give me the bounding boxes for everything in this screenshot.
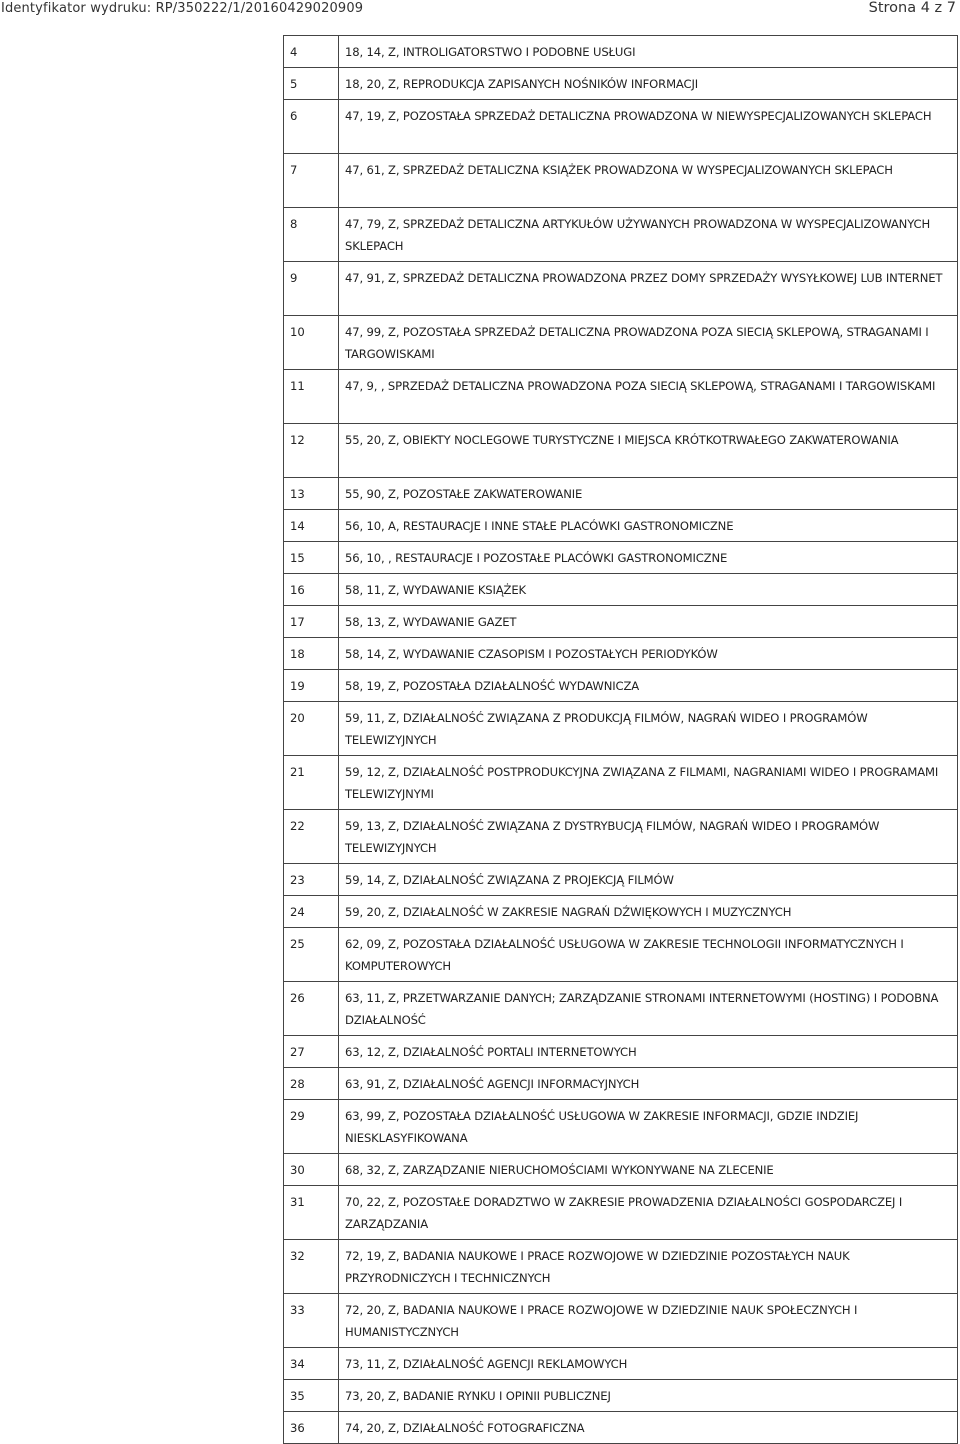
row-number: 17 [284,606,339,638]
table-row [284,638,958,670]
row-number: 19 [284,670,339,702]
page-header [0,0,960,20]
pkd-description: 47, 99, Z, POZOSTAŁA SPRZEDAŻ DETALICZNA PROWADZONA POZA SIECIĄ SKLEPOWĄ, STRAGANAMI I TARGOWISKAMI [339,316,958,370]
table-row [284,1294,958,1348]
table-row [284,1240,958,1294]
pkd-description: 18, 14, Z, INTROLIGATORSTWO I PODOBNE USŁUGI [339,36,958,68]
table-row [284,702,958,756]
row-number: 20 [284,702,339,756]
table-row [284,316,958,370]
table-row [284,1036,958,1068]
row-number: 22 [284,810,339,864]
pkd-description: 73, 20, Z, BADANIE RYNKU I OPINII PUBLICZNEJ [339,1380,958,1412]
pkd-description: 58, 14, Z, WYDAWANIE CZASOPISM I POZOSTAŁYCH PERIODYKÓW [339,638,958,670]
row-number: 31 [284,1186,339,1240]
pkd-description: 56, 10, A, RESTAURACJE I INNE STAŁE PLACÓWKI GASTRONOMICZNE [339,510,958,542]
row-number: 29 [284,1100,339,1154]
table-row [284,1154,958,1186]
pkd-description: 58, 13, Z, WYDAWANIE GAZET [339,606,958,638]
pkd-description: 47, 61, Z, SPRZEDAŻ DETALICZNA KSIĄŻEK PROWADZONA W WYSPECJALIZOWANYCH SKLEPACH [339,154,958,208]
row-number: 18 [284,638,339,670]
row-number: 10 [284,316,339,370]
pkd-description: 63, 11, Z, PRZETWARZANIE DANYCH; ZARZĄDZANIE STRONAMI INTERNETOWYMI (HOSTING) I PODOBNA DZIAŁALNOŚĆ [339,982,958,1036]
pkd-description: 59, 20, Z, DZIAŁALNOŚĆ W ZAKRESIE NAGRAŃ DŹWIĘKOWYCH I MUZYCZNYCH [339,896,958,928]
row-number: 6 [284,100,339,154]
pkd-description: 55, 20, Z, OBIEKTY NOCLEGOWE TURYSTYCZNE I MIEJSCA KRÓTKOTRWAŁEGO ZAKWATEROWANIA [339,424,958,478]
row-number: 12 [284,424,339,478]
row-number: 34 [284,1348,339,1380]
table-row [284,478,958,510]
pkd-description: 59, 13, Z, DZIAŁALNOŚĆ ZWIĄZANA Z DYSTRYBUCJĄ FILMÓW, NAGRAŃ WIDEO I PROGRAMÓW TELEWIZYJNYCH [339,810,958,864]
pkd-description: 72, 20, Z, BADANIA NAUKOWE I PRACE ROZWOJOWE W DZIEDZINIE NAUK SPOŁECZNYCH I HUMANISTYCZNYCH [339,1294,958,1348]
table-row [284,606,958,638]
row-number: 8 [284,208,339,262]
row-number: 5 [284,68,339,100]
row-number: 25 [284,928,339,982]
table-row [284,982,958,1036]
row-number: 14 [284,510,339,542]
table-row [284,510,958,542]
pkd-description: 47, 91, Z, SPRZEDAŻ DETALICZNA PROWADZONA PRZEZ DOMY SPRZEDAŻY WYSYŁKOWEJ LUB INTERNET [339,262,958,316]
row-number: 7 [284,154,339,208]
table-row [284,1348,958,1380]
table-row [284,1186,958,1240]
pkd-description: 47, 19, Z, POZOSTAŁA SPRZEDAŻ DETALICZNA PROWADZONA W NIEWYSPECJALIZOWANYCH SKLEPACH [339,100,958,154]
pkd-description: 72, 19, Z, BADANIA NAUKOWE I PRACE ROZWOJOWE W DZIEDZINIE POZOSTAŁYCH NAUK PRZYRODNICZYCH I TECHNICZNYCH [339,1240,958,1294]
table-row [284,100,958,154]
pkd-description: 63, 91, Z, DZIAŁALNOŚĆ AGENCJI INFORMACYJNYCH [339,1068,958,1100]
row-number: 4 [284,36,339,68]
row-number: 27 [284,1036,339,1068]
print-identifier: Identyfikator wydruku: RP/350222/1/20160429020909 [1,1,364,16]
row-number: 36 [284,1412,339,1444]
row-number: 11 [284,370,339,424]
table-row [284,154,958,208]
pkd-description: 62, 09, Z, POZOSTAŁA DZIAŁALNOŚĆ USŁUGOWA W ZAKRESIE TECHNOLOGII INFORMATYCZNYCH I KOMPUTEROWYCH [339,928,958,982]
pkd-description: 63, 12, Z, DZIAŁALNOŚĆ PORTALI INTERNETOWYCH [339,1036,958,1068]
table-row [284,424,958,478]
table-row [284,1412,958,1444]
pkd-description: 73, 11, Z, DZIAŁALNOŚĆ AGENCJI REKLAMOWYCH [339,1348,958,1380]
row-number: 28 [284,1068,339,1100]
pkd-description: 74, 20, Z, DZIAŁALNOŚĆ FOTOGRAFICZNA [339,1412,958,1444]
table-row [284,756,958,810]
table-row [284,1068,958,1100]
pkd-description: 59, 11, Z, DZIAŁALNOŚĆ ZWIĄZANA Z PRODUKCJĄ FILMÓW, NAGRAŃ WIDEO I PROGRAMÓW TELEWIZYJNYCH [339,702,958,756]
table-row [284,1100,958,1154]
row-number: 15 [284,542,339,574]
row-number: 26 [284,982,339,1036]
row-number: 33 [284,1294,339,1348]
table-row [284,670,958,702]
table-row [284,864,958,896]
table-row [284,542,958,574]
table-row [284,262,958,316]
pkd-description: 56, 10, , RESTAURACJE I POZOSTAŁE PLACÓWKI GASTRONOMICZNE [339,542,958,574]
table-row [284,36,958,68]
table-row [284,928,958,982]
row-number: 24 [284,896,339,928]
table-row [284,370,958,424]
table-row [284,208,958,262]
row-number: 21 [284,756,339,810]
pkd-description: 58, 11, Z, WYDAWANIE KSIĄŻEK [339,574,958,606]
pkd-description: 63, 99, Z, POZOSTAŁA DZIAŁALNOŚĆ USŁUGOWA W ZAKRESIE INFORMACJI, GDZIE INDZIEJ NIESKLASYFIKOWANA [339,1100,958,1154]
pkd-description: 18, 20, Z, REPRODUKCJA ZAPISANYCH NOŚNIKÓW INFORMACJI [339,68,958,100]
pkd-activity-table [283,35,958,1444]
row-number: 23 [284,864,339,896]
pkd-activity-table-wrapper [283,35,958,1444]
row-number: 30 [284,1154,339,1186]
table-row [284,896,958,928]
row-number: 13 [284,478,339,510]
table-row [284,68,958,100]
pkd-description: 55, 90, Z, POZOSTAŁE ZAKWATEROWANIE [339,478,958,510]
table-row [284,810,958,864]
pkd-description: 59, 14, Z, DZIAŁALNOŚĆ ZWIĄZANA Z PROJEKCJĄ FILMÓW [339,864,958,896]
row-number: 16 [284,574,339,606]
pkd-description: 59, 12, Z, DZIAŁALNOŚĆ POSTPRODUKCYJNA ZWIĄZANA Z FILMAMI, NAGRANIAMI WIDEO I PROGRAMAMI TELEWIZYJNYMI [339,756,958,810]
pkd-description: 70, 22, Z, POZOSTAŁE DORADZTWO W ZAKRESIE PROWADZENIA DZIAŁALNOŚCI GOSPODARCZEJ I ZARZĄDZANIA [339,1186,958,1240]
pkd-description: 58, 19, Z, POZOSTAŁA DZIAŁALNOŚĆ WYDAWNICZA [339,670,958,702]
row-number: 35 [284,1380,339,1412]
row-number: 9 [284,262,339,316]
row-number: 32 [284,1240,339,1294]
table-row [284,1380,958,1412]
pkd-description: 47, 9, , SPRZEDAŻ DETALICZNA PROWADZONA POZA SIECIĄ SKLEPOWĄ, STRAGANAMI I TARGOWISKAMI [339,370,958,424]
pkd-description: 68, 32, Z, ZARZĄDZANIE NIERUCHOMOŚCIAMI WYKONYWANE NA ZLECENIE [339,1154,958,1186]
table-body [284,36,958,1444]
pkd-description: 47, 79, Z, SPRZEDAŻ DETALICZNA ARTYKUŁÓW UŻYWANYCH PROWADZONA W WYSPECJALIZOWANYCH SKLEPACH [339,208,958,262]
page-number: Strona 4 z 7 [868,0,956,16]
table-row [284,574,958,606]
